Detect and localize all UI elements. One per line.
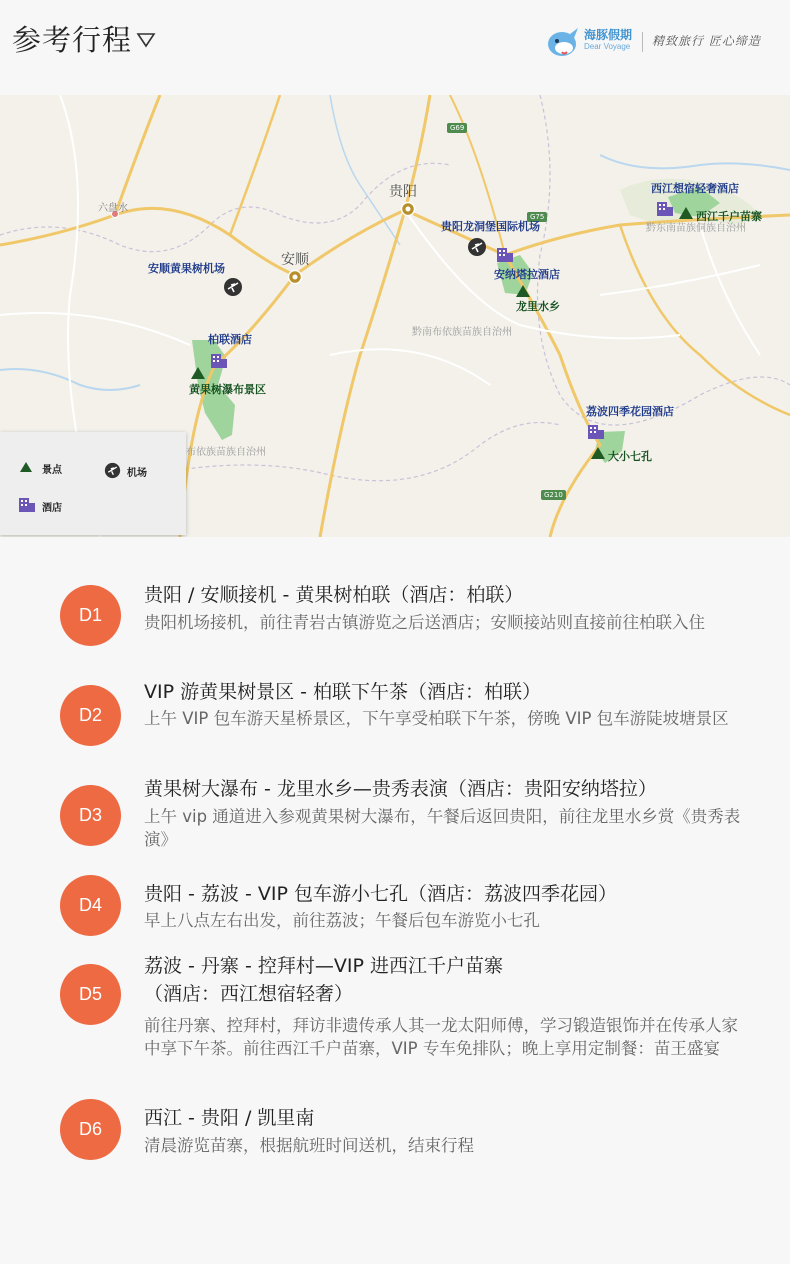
label-huangguoshu: 黄果树瀑布景区 [189,383,266,396]
road-badge-g75: G75 [527,212,547,222]
legend-hotel-label: 酒店 [42,503,62,514]
header [0,0,790,95]
hotel-icon[interactable] [496,245,514,263]
brand-slogan: 精致旅行 匠心缔造 [652,34,761,48]
hotel-icon [18,495,36,513]
scenic-icon[interactable] [190,366,206,380]
airport-icon[interactable] [467,237,487,257]
city-marker-guiyang [400,201,416,217]
city-label-guiyang: 贵阳 [389,184,417,200]
page-title: 参考行程 [12,23,133,57]
label-xiaoqikong: 大小七孔 [608,450,652,463]
label-xijiang-hotel: 西江想宿轻奢酒店 [651,182,739,195]
day-description: 早上八点左右出发，前往荔波；午餐后包车游览小七孔 [144,911,540,930]
day-badge: D5 [60,964,121,1025]
day-description: 前往丹寨、控拜村，拜访非遗传承人其一龙太阳师傅，学习锻造银饰并在传承人家中享下午茶。前往西江千户苗寨，VIP 专车免排队；晚上享用定制餐：苗王盛宴 [144,1016,738,1058]
scenic-icon[interactable] [515,284,531,298]
region-label-qiandongnan: 黔东南苗族侗族自治州 [646,223,746,234]
route-map[interactable] [0,95,790,537]
airport-icon [104,462,121,479]
day-badge: D3 [60,785,121,846]
road-badge-g210: G210 [541,490,566,500]
day-title: 荔波 - 丹寨 - 控拜村—VIP 进西江千户苗寨 （酒店：西江想宿轻奢） [144,955,503,1005]
region-label-qiannan: 黔南布依族苗族自治州 [412,327,512,338]
scenic-icon[interactable] [678,206,694,220]
day-description: 贵阳机场接机，前往青岩古镇游览之后送酒店；安顺接站则直接前往柏联入住 [144,613,705,632]
day-badge: D2 [60,685,121,746]
day-title: 黄果树大瀑布 - 龙里水乡—贵秀表演（酒店：贵阳安纳塔拉） [144,778,657,800]
label-anantara-hotel: 安纳塔拉酒店 [494,268,560,281]
label-xijiang-village: 西江千户苗寨 [696,210,762,223]
label-anshun-airport: 安顺黄果树机场 [148,262,225,275]
dropdown-triangle-icon[interactable] [136,32,156,48]
airport-icon[interactable] [223,277,243,297]
day-title: 西江 - 贵阳 / 凯里南 [144,1107,315,1129]
label-bailian-hotel: 柏联酒店 [208,333,252,346]
city-marker-anshun [287,269,303,285]
day-description: 清晨游览苗寨，根据航班时间送机，结束行程 [144,1136,474,1155]
dolphin-icon [544,24,582,62]
label-libo-hotel: 荔波四季花园酒店 [586,405,674,418]
brand-name: 海豚假期 [584,28,633,42]
legend-airport-label: 机场 [127,468,147,479]
region-label-qianxinan: 布依族苗族自治州 [186,447,266,458]
day-description: 上午 vip 通道进入参观黄果树大瀑布，午餐后返回贵阳，前往龙里水乡赏《贵秀表演》 [144,807,741,849]
map-legend [0,432,186,535]
day-title: 贵阳 - 荔波 - VIP 包车游小七孔（酒店：荔波四季花园） [144,883,617,905]
day-badge: D6 [60,1099,121,1160]
day-badge: D4 [60,875,121,936]
label-longli: 龙里水乡 [516,300,560,313]
city-label-anshun: 安顺 [281,252,309,268]
hotel-icon[interactable] [656,199,674,217]
scenic-icon[interactable] [590,446,606,460]
hotel-icon[interactable] [587,422,605,440]
scenic-icon [19,461,33,473]
day-badge: D1 [60,585,121,646]
brand-logo [544,24,780,64]
day-title: VIP 游黄果树景区 - 柏联下午茶（酒店：柏联） [144,681,542,703]
brand-subtitle: Dear Voyage [584,42,631,51]
day-title: 贵阳 / 安顺接机 - 黄果树柏联（酒店：柏联） [144,584,524,606]
legend-scenic-label: 景点 [42,465,62,476]
city-label-liupanshui: 六盘水 [98,203,128,214]
hotel-icon[interactable] [210,351,228,369]
road-badge-g69: G69 [447,123,467,133]
brand-separator [642,32,643,52]
label-guiyang-airport: 贵阳龙洞堡国际机场 [441,220,540,233]
day-description: 上午 VIP 包车游天星桥景区，下午享受柏联下午茶，傍晚 VIP 包车游陡坡塘景区 [144,709,729,728]
